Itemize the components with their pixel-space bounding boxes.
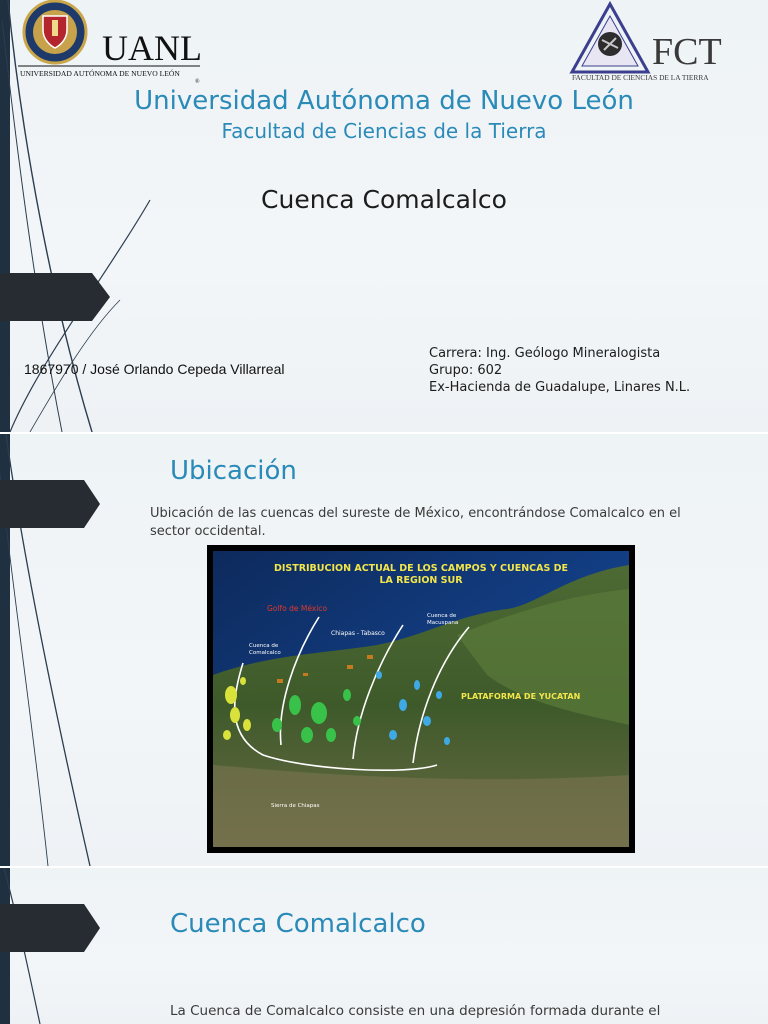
map-label-macuspana-2: Macuspana [427, 620, 459, 626]
map-label-chiapas-tabasco: Chiapas - Tabasco [331, 630, 385, 637]
group-line: Grupo: 602 [429, 363, 503, 378]
basins-map-image [207, 545, 635, 853]
map-label-gulf: Golfo de México [267, 604, 328, 613]
fct-logo-caption: FACULTAD DE CIENCIAS DE LA TIERRA [572, 73, 709, 82]
slide-1[interactable] [0, 0, 768, 432]
map-label-macuspana-1: Cuenca de [427, 613, 457, 619]
section-tab-arrow [0, 273, 110, 321]
course-info [429, 345, 690, 396]
career-line: Carrera: Ing. Geólogo Mineralogista [429, 346, 661, 361]
slide-title: Ubicación [170, 456, 297, 486]
map-label-yucatan: PLATAFORMA DE YUCATAN [461, 692, 581, 701]
map-title-line-1: DISTRIBUCION ACTUAL DE LOS CAMPOS Y CUENCAS DE [273, 563, 569, 574]
fct-logo [568, 0, 746, 84]
student-id-name: 1867970 / José Orlando Cepeda Villarreal [24, 361, 285, 377]
slide-3[interactable] [0, 868, 768, 1024]
slide-2[interactable] [0, 434, 768, 866]
map-title-line-2: LA REGION SUR [379, 575, 463, 586]
campus-line: Ex-Hacienda de Guadalupe, Linares N.L. [429, 380, 691, 395]
map-label-comalcalco-1: Cuenca de [249, 643, 279, 649]
decorative-lines [0, 868, 768, 1024]
uanl-logo-text: UANL [102, 28, 202, 68]
section-tab-arrow [0, 480, 110, 528]
university-title: Universidad Autónoma de Nuevo León [134, 86, 634, 116]
uanl-logo-caption: UNIVERSIDAD AUTÓNOMA DE NUEVO LEÓN [20, 69, 180, 78]
uanl-registered-mark: ® [195, 79, 200, 84]
map-label-sierra: Sierra de Chiapas [271, 803, 320, 809]
fct-logo-text: FCT [652, 31, 722, 73]
faculty-title: Facultad de Ciencias de la Tierra [221, 119, 547, 143]
uanl-logo [14, 0, 204, 84]
slide-paragraph: Ubicación de las cuencas del sureste de México, encontrándose Comalcalco en el sector occidental. [150, 506, 681, 539]
slide-title: Cuenca Comalcalco [170, 909, 426, 939]
section-tab-arrow [0, 904, 110, 952]
map-label-comalcalco-2: Comalcalco [249, 650, 281, 656]
slide-paragraph: La Cuenca de Comalcalco consiste en una depresión formada durante el [170, 1003, 661, 1019]
presentation-topic: Cuenca Comalcalco [261, 185, 507, 214]
